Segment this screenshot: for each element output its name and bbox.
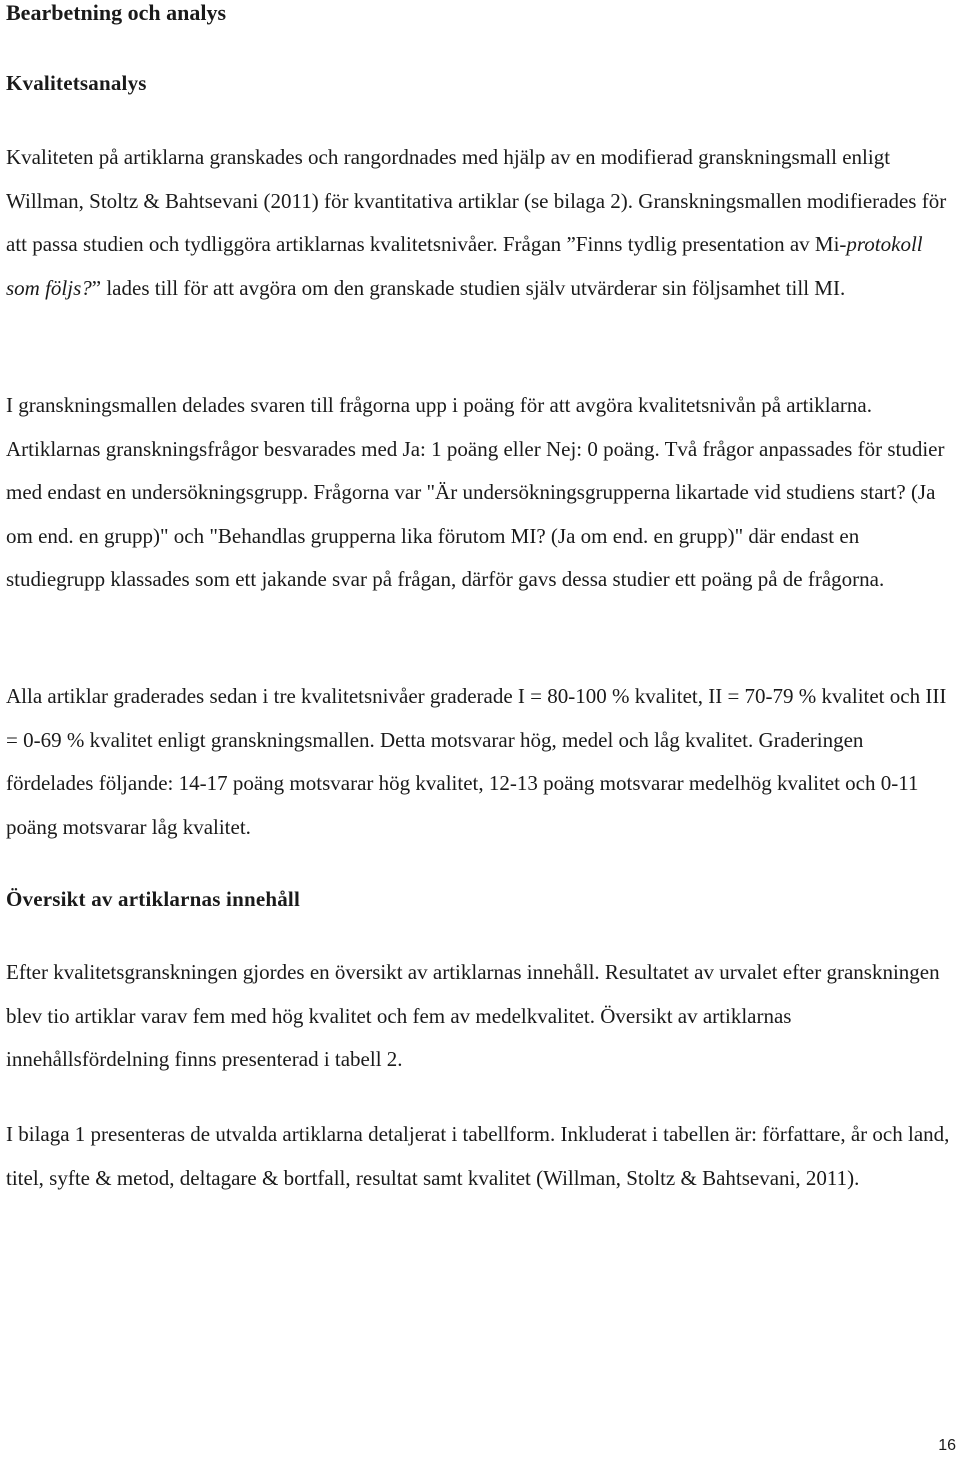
paragraph-quality-method <box>6 136 956 310</box>
paragraph-overview: Efter kvalitetsgranskningen gjordes en översikt av artiklarnas innehåll. Resultatet av urvalet efter granskningen blev tio artiklar varav fem med hög kvalitet och fem av medelkvalitet. Översikt av artiklarnas innehållsfördelning finns presenterad i tabell 2. <box>6 960 940 1071</box>
page-number: 16 <box>938 1437 956 1454</box>
subsection-heading-overview: Översikt av artiklarnas innehåll <box>6 887 301 911</box>
quoted-question: ”Finns tydlig presentation av Mi- <box>566 232 847 256</box>
paragraph-text: Kvaliteten på artiklarna granskades och rangordnades med hjälp av en modifierad granskningsmall enligt Willman, Stoltz & Bahtsevani (2011) för kvantitativa artiklar (se bilaga 2). Granskningsmallen modifierades för att passa studien och tydliggöra artiklarnas kvalitetsnivåer. Frågan <box>6 145 947 256</box>
quoted-question-italic: protokoll som följs? <box>6 232 923 300</box>
subsection-heading-quality: Kvalitetsanalys <box>6 71 147 95</box>
section-heading: Bearbetning och analys <box>6 0 227 25</box>
paragraph-appendix: I bilaga 1 presenteras de utvalda artiklarna detaljerat i tabellform. Inkluderat i tabellen är: författare, år och land, titel, syfte & metod, deltagare & bortfall, resultat samt kvalitet (Willman, Stoltz & Bahtsevani, 2011). <box>6 1122 950 1190</box>
paragraph-text: ” lades till för att avgöra om den granskade studien själv utvärderar sin följsamhet till MI. <box>91 275 846 300</box>
paragraph-quality-levels: Alla artiklar graderades sedan i tre kvalitetsnivåer graderade I = 80-100 % kvalitet, II = 70-79 % kvalitet och III = 0-69 % kvalitet enligt granskningsmallen. Detta motsvarar hög, medel och låg kvalitet. Graderingen fördelades följande: 14-17 poäng motsvarar hög kvalitet, 12-13 poäng motsvarar medelhög kvalitet och 0-11 poäng motsvarar låg kvalitet. <box>6 684 947 839</box>
paragraph-scoring: I granskningsmallen delades svaren till frågorna upp i poäng för att avgöra kvalitetsnivån på artiklarna. Artiklarnas granskningsfrågor besvarades med Ja: 1 poäng eller Nej: 0 poäng. Två frågor anpassades för studier med endast en undersökningsgrupp. Frågorna var "Är undersökningsgrupperna likartade vid studiens start? (Ja om end. en grupp)" och "Behandlas grupperna lika förutom MI? (Ja om end. en grupp)" där endast en studiegrupp klassades som ett jakande svar på frågan, därför gavs dessa studier ett poäng på de frågorna. <box>6 393 945 591</box>
